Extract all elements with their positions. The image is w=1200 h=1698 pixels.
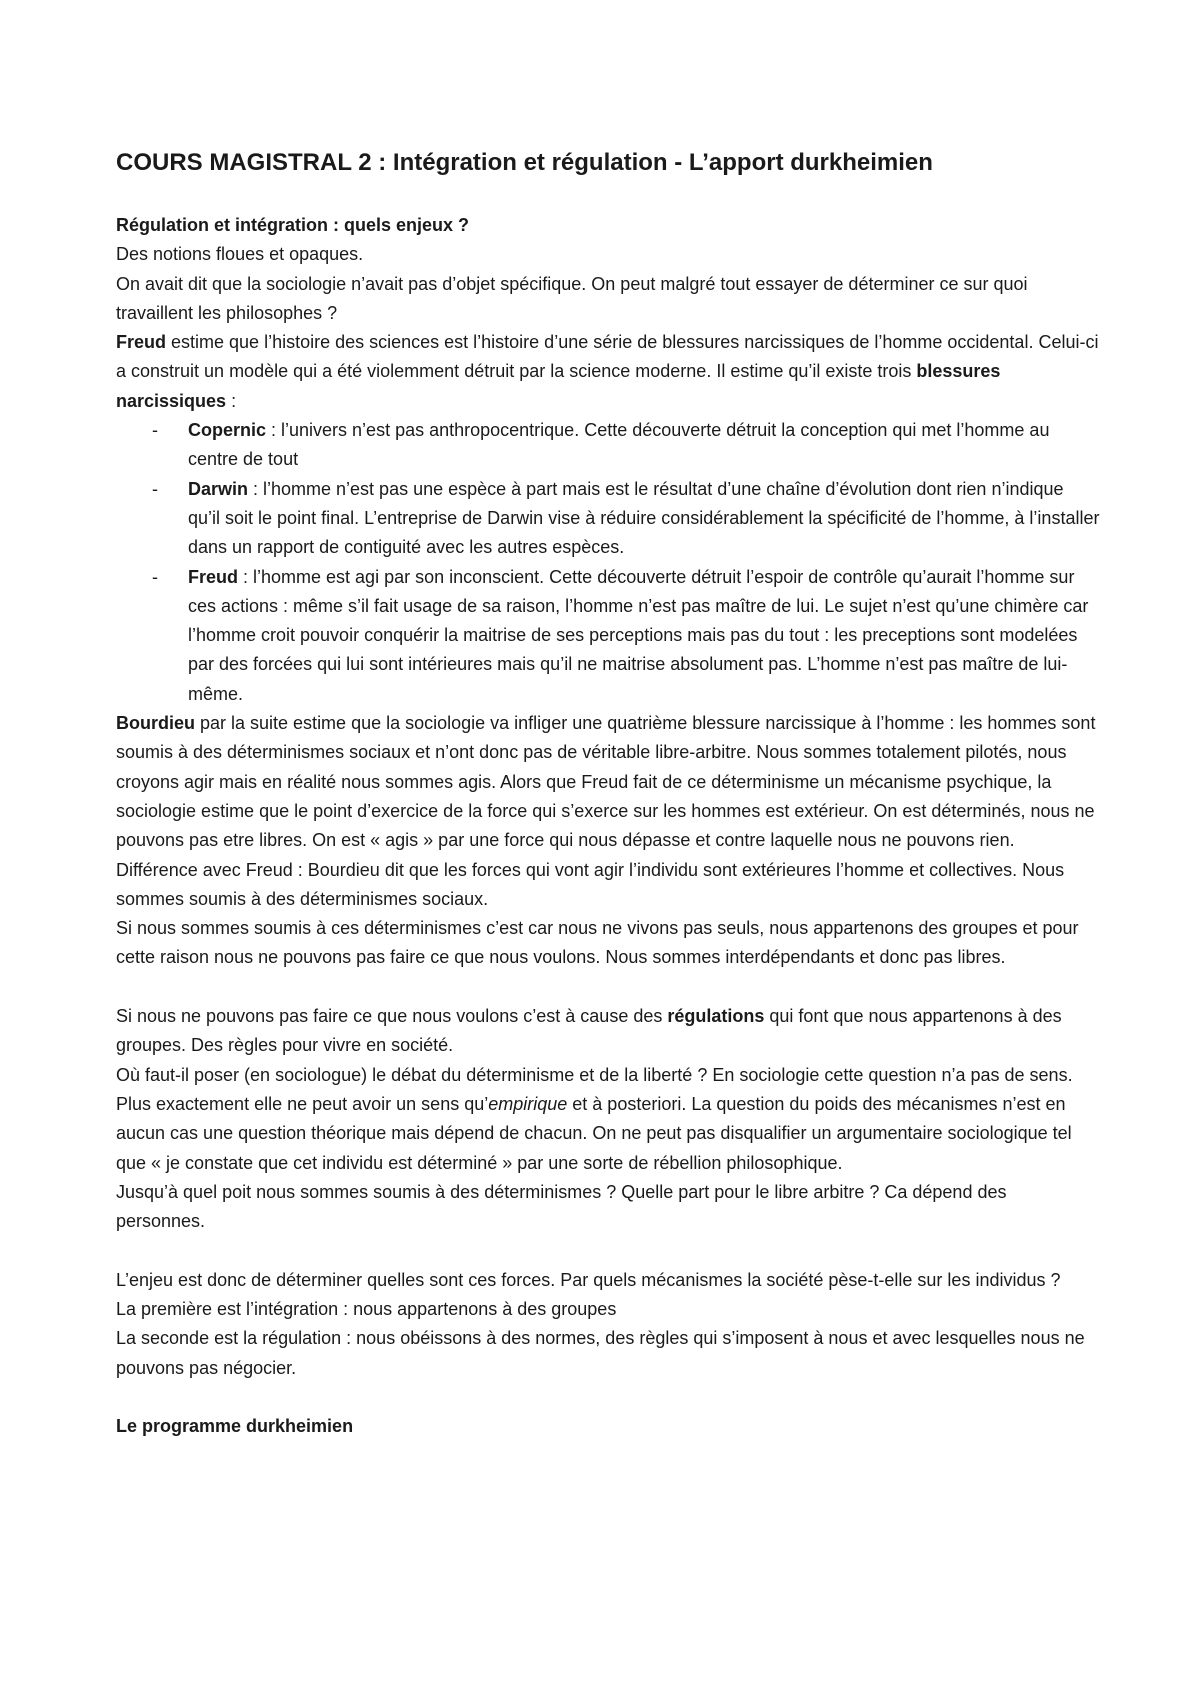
italic-term: empirique	[488, 1093, 568, 1114]
paragraph: L’enjeu est donc de déterminer quelles sont ces forces. Par quels mécanismes la société pèse-t-elle sur les individus ?	[116, 1269, 1061, 1290]
list-dash: -	[152, 478, 158, 499]
paragraph: Différence avec Freud : Bourdieu dit que les forces qui vont agir l’individu sont extérieures l’homme et collectives. Nous sommes soumis à des déterminismes sociaux.	[116, 859, 1065, 909]
list-item	[152, 563, 1100, 709]
list-dash: -	[152, 566, 158, 587]
bold-term: Copernic	[188, 420, 267, 441]
paragraph-text: :	[226, 390, 237, 411]
paragraph-bourdieu	[116, 709, 1100, 855]
bold-term: Freud	[188, 566, 239, 587]
bold-term: blessures narcissiques	[116, 361, 1001, 411]
paragraph-text: Où faut-il poser (en sociologue) le débat du déterminisme et de la liberté ? En sociologie cette question n’a pas de sens. Plus exactement elle ne peut avoir un sens qu’	[116, 1064, 1073, 1114]
bold-term: Freud	[116, 332, 167, 353]
section-heading-programme	[116, 1412, 1100, 1441]
heading-text: Régulation et intégration : quels enjeux ?	[116, 215, 470, 235]
list-item-text: : l’homme est agi par son inconscient. Cette découverte détruit l’espoir de contrôle qu’aurait l’homme sur ces actions : même s’il fait usage de sa raison, l’homme n’est pas maître de lui. Le sujet n’est qu’une chimère car l’homme croit pouvoir conquérir la maitrise de ses perceptions mais pas du tout : les preceptions sont modelées par des forcées qui lui sont intérieures mais qu’il ne maitrise absolument pas. L’homme n’est pas maître de lui-même.	[188, 566, 1089, 704]
list-item-text: : l’homme n’est pas une espèce à part mais est le résultat d’une chaîne d’évolution dont rien n’indique qu’il soit le point final. L’entreprise de Darwin vise à réduire considérablement la spécificité de l’homme, à l’installer dans un rapport de contiguité avec les autres espèces.	[188, 478, 1100, 558]
paragraph: Des notions floues et opaques.	[116, 244, 364, 265]
list-item-text: : l’univers n’est pas anthropocentrique. Cette découverte détruit la conception qui met l’homme au centre de tout	[188, 420, 1050, 470]
blank-line	[116, 1383, 1100, 1412]
narcissistic-wounds-list	[116, 416, 1100, 709]
list-item	[152, 416, 1100, 475]
bold-term: Bourdieu	[116, 713, 195, 734]
paragraph-determinisme	[116, 1061, 1100, 1178]
paragraph-text: par la suite estime que la sociologie va infliger une quatrième blessure narcissique à l’homme : les hommes sont soumis à des déterminismes sociaux et n’ont donc pas de véritable libre-arbitre. Nous sommes totalement pilotés, nous croyons agir mais en réalité nous sommes agis. Alors que Freud fait de ce déterminisme un mécanisme psychique, la sociologie estime que le point d’exercice de la force qui s’exerce sur les hommes est extérieur. On est déterminés, nous ne pouvons pas etre libres. On est « agis » par une force qui nous dépasse et contre laquelle nous ne pouvons rien.	[116, 713, 1096, 851]
list-item	[152, 475, 1100, 563]
paragraph: Jusqu’à quel poit nous sommes soumis à des déterminismes ? Quelle part pour le libre arbitre ? Ca dépend des personnes.	[116, 1181, 1007, 1232]
paragraph: La première est l’intégration : nous appartenons à des groupes	[116, 1298, 617, 1319]
paragraph: On avait dit que la sociologie n’avait pas d’objet spécifique. On peut malgré tout essayer de déterminer ce sur quoi travaillent les philosophes ?	[116, 273, 1028, 323]
paragraph: Si nous sommes soumis à ces déterminismes c’est car nous ne vivons pas seuls, nous appartenons des groupes et pour cette raison nous ne pouvons pas faire ce que nous voulons. Nous sommes interdépendants et donc pas libres.	[116, 918, 1079, 968]
list-dash: -	[152, 420, 158, 441]
document-title: COURS MAGISTRAL 2 : Intégration et régulation - L’apport durkheimien	[116, 149, 933, 176]
bold-term: Darwin	[188, 478, 249, 499]
paragraph: La seconde est la régulation : nous obéissons à des normes, des règles qui s’imposent à nous et avec lesquelles nous ne pouvons pas négocier.	[116, 1328, 1085, 1378]
paragraph-text: estime que l’histoire des sciences est l’histoire d’une série de blessures narcissiques de l’homme occidental. Celui-ci a construit un modèle qui a été violemment détruit par la science moderne. Il estime qu’il existe trois	[116, 332, 1099, 382]
paragraph-text: et à posteriori. La question du poids des mécanismes n’est en aucun cas une question théorique mais dépend de chacun. On ne peut pas disqualifier un argumentaire sociologique tel que « je constate que cet individu est déterminé » par une sorte de rébellion philosophique.	[116, 1093, 1072, 1173]
paragraph-text: qui font que nous appartenons à des groupes. Des règles pour vivre en société.	[116, 1006, 1062, 1056]
paragraph-freud	[116, 328, 1100, 416]
paragraph-regulations	[116, 1002, 1100, 1061]
heading-text: Le programme durkheimien	[116, 1416, 354, 1437]
blank-line	[116, 973, 1100, 1002]
section-heading-enjeux	[116, 211, 1100, 240]
bold-term: régulations	[667, 1006, 765, 1027]
blank-line	[116, 1236, 1100, 1265]
paragraph-text: Si nous ne pouvons pas faire ce que nous voulons c’est à cause des	[116, 1006, 668, 1027]
